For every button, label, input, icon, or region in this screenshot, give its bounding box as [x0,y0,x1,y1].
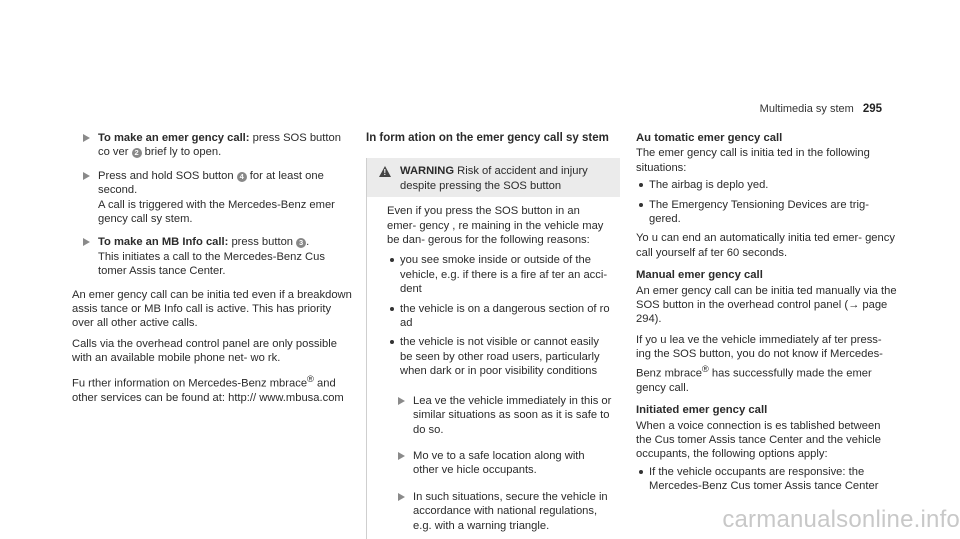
warning-body [367,197,620,539]
list-item: If the vehicle occupants are responsive: the Mercedes-Benz Cus tomer Assis tance Center [636,465,898,494]
section-title: Multimedia sy stem [759,103,854,115]
step-secure-vehicle: In such situations, secure the vehicle in accordance with national regulations, e.g. with a warning triangle. [387,490,612,533]
step-emergency-call: To make an emer gency call: press SOS button co ver 2 brief ly to open. [72,131,352,160]
warning-triangle-icon [379,166,391,177]
list-item: you see smoke inside or outside of the vehicle, e.g. if there is a fire af ter an acci‐ dent [387,253,612,296]
paragraph: Even if you press the SOS button in an emer‐ gency , re maining in the vehicle may be dan‐ gerous for the following reasons: [387,205,604,247]
step-arrow-icon [83,172,90,180]
paragraph: When a voice connection is es tablished between the Cus tomer Assis tance Center and the vehicle occupants, the following options apply: [636,419,882,461]
section-heading: In form ation on the emer gency call sy stem [366,132,609,144]
step-arrow-icon [398,452,405,460]
mbusa-link[interactable]: and other services can be found at: http:// www.mbusa.com [72,377,344,404]
step-arrow-icon [83,134,90,142]
warning-header: ! WARNING Risk of accident and injury despite pressing the SOS button [367,158,620,197]
list-item: The airbag is deplo yed. [636,178,898,192]
list-item: the vehicle is on a dangerous section of ro ad [387,302,612,331]
step-safe-location: Mo ve to a safe location along with other ve hicle occupants. [387,449,612,478]
callout-number-icon: 4 [237,172,247,182]
watermark: carmanualsonline.info [722,505,960,533]
callout-number-icon: 3 [296,238,306,248]
paragraph: Fu rther information on Mercedes-Benz mbrace® and other services can be found at: http:// www.mbusa.com [72,373,344,404]
step-title: To make an MB Info call: [98,236,229,249]
step-leave-vehicle: Lea ve the vehicle immediately in this or similar situations as soon as it is safe to do so. [387,394,612,437]
column-left [72,131,352,411]
bullet-list [387,253,612,378]
section-heading: Au tomatic emer gency call [636,132,783,144]
paragraph: An emer gency call can be initia ted manually via the SOS button in the overhead control panel (→ page 294). [636,284,897,326]
step-title: To make an emer gency call: [98,132,250,144]
warning-box [366,158,620,539]
step-arrow-icon [398,397,405,405]
paragraph: Calls via the overhead control panel are only possible with an available mobile phone net‐ wo rk. [72,337,337,365]
list-item: the vehicle is not visible or cannot easily be seen by other road users, particularly when dark or in poor visibility conditions [387,335,612,378]
page-header [760,102,882,116]
paragraph: If yo u lea ve the vehicle immediately af ter press‐ ing the SOS button, you do not know if Mercedes-Benz mbrace® has successfully made the emer gency call. [636,333,883,394]
step-arrow-icon [83,238,90,246]
paragraph: Yo u can end an automatically initia ted emer‐ gency call yourself af ter 60 seconds. [636,232,895,259]
callout-number-icon: 2 [132,148,142,158]
bullet-list [636,178,898,226]
step-mb-info-call: To make an MB Info call: press button 3 . This initiates a call to the Mercedes-Benz Cus tomer Assis tance Center. [72,235,352,278]
bullet-list [636,465,898,494]
paragraph: The emer gency call is initia ted in the following situations: [636,147,870,174]
column-middle [366,131,620,539]
list-item: The Emergency Tensioning Devices are trig‐ gered. [636,198,898,227]
section-heading: Manual emer gency call [636,269,763,282]
column-right [636,131,898,499]
warning-label: WARNING [400,165,455,178]
step-arrow-icon [398,493,405,501]
section-heading: Initiated emer gency call [636,404,768,417]
paragraph: An emer gency call can be initia ted even if a breakdown assis tance or MB Info call is active. This has priority over all other active calls. [72,288,352,330]
step-press-sos: Press and hold SOS button 4 for at least one second. A call is triggered with the Mercedes-Benz emer gency call sy stem. [72,169,352,227]
page-number: 295 [862,103,882,115]
